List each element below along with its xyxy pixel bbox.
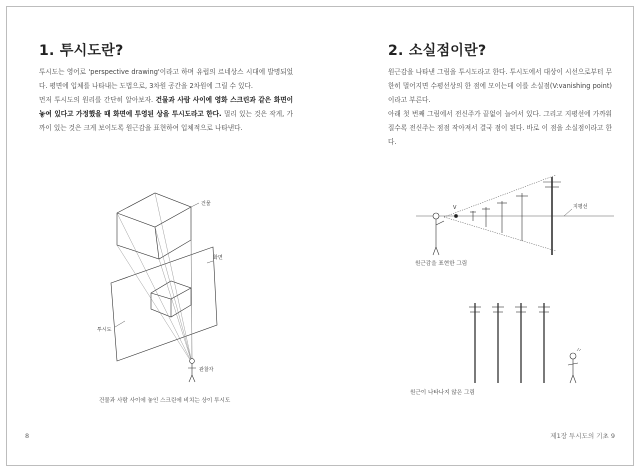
text-span: 멀리 있는 것은 작게, 가까이 있는 것은 크게 보이도록 원근감을 표현하여 입체적으로 나타낸다. bbox=[39, 110, 293, 132]
left-body-text bbox=[39, 65, 293, 135]
label-perspective: 투시도 bbox=[97, 327, 112, 333]
page-heading: 1. 투시도란? bbox=[39, 43, 124, 59]
paragraph bbox=[39, 93, 293, 135]
no-perspective-illustration bbox=[465, 299, 615, 391]
right-page bbox=[320, 7, 633, 465]
page-number: 제1장 투시도의 기초 9 bbox=[550, 432, 615, 440]
label-building: 건물 bbox=[201, 201, 211, 207]
text-span: 먼저 투시도의 원리를 간단히 알아보자. bbox=[39, 96, 154, 104]
right-body-text bbox=[388, 65, 612, 149]
figure-caption: 원근감을 표현한 그림 bbox=[415, 261, 468, 267]
paragraph: 아래 첫 번째 그림에서 전신주가 끝없이 늘어서 있다. 그리고 지평선에 가까워질수록 전신주는 점점 작아져서 결국 점이 된다. 바로 이 점을 소실점이라고 한다. bbox=[388, 110, 612, 146]
highlighted-text: 건물과 사람 사이에 영화 스크린과 같은 화면이 놓여 있다고 가정했을 때 화면에 투영된 상을 투시도라고 한다. bbox=[39, 96, 293, 118]
vanishing-point-illustration bbox=[416, 169, 616, 269]
figure-caption: 원근이 나타나지 않은 그림 bbox=[410, 390, 475, 396]
label-observer: 관찰자 bbox=[199, 367, 214, 373]
label-horizon: 지평선 bbox=[573, 204, 588, 210]
figure-caption: 건물과 사람 사이에 놓인 스크린에 비치는 상이 투시도 bbox=[99, 398, 231, 404]
book-spread bbox=[6, 6, 634, 466]
page-heading: 2. 소실점이란? bbox=[388, 43, 487, 59]
label-screen: 화면 bbox=[213, 255, 223, 261]
label-vanishing-point: V bbox=[453, 205, 457, 211]
paragraph: 원근감을 나타낸 그림을 투시도라고 한다. 투시도에서 대상이 시선으로부터 무한히 멀어지면 수평선상의 한 점에 모이는데 이를 소실점(V:vanishing point)이라고 부른다. bbox=[388, 68, 612, 104]
perspective-illustration bbox=[67, 185, 267, 385]
page-number: 8 bbox=[25, 432, 30, 440]
paragraph: 투시도는 영어로 'perspective drawing'이라고 하며 유럽의 르네상스 시대에 발명되었다. 평면에 입체를 나타내는 도법으로, 3차원 공간을 2차원에 그릴 수 있다. bbox=[39, 68, 293, 90]
left-page bbox=[7, 7, 320, 465]
